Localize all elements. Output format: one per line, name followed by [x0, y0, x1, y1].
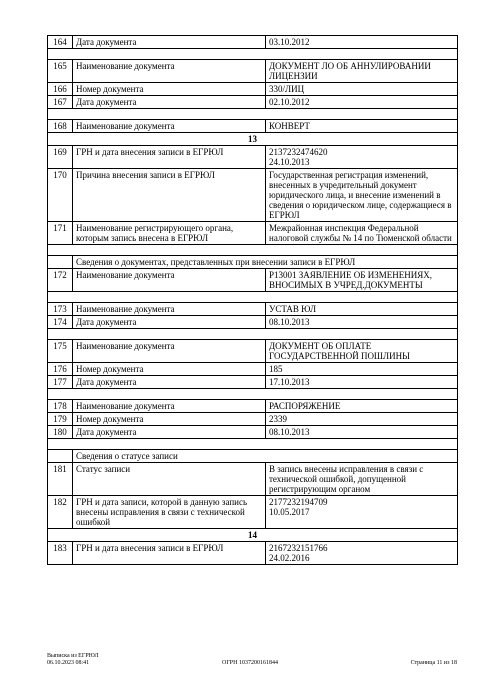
footer-extract-info [47, 653, 99, 667]
records-table [47, 35, 458, 565]
field-label: Статус записи [73, 463, 266, 496]
field-value: В запись внесены исправления в связи с технической ошибкой, допущенной регистрирующим органом [266, 463, 458, 496]
table-row [48, 83, 458, 96]
spacer-cell [48, 109, 458, 120]
subsection-header: Сведения о документах, представленных при внесении записи в ЕГРЮЛ [73, 256, 458, 269]
field-label: Наименование документа [73, 60, 266, 83]
row-number: 170 [48, 169, 73, 222]
field-label: Наименование документа [73, 120, 266, 133]
spacer-row [48, 292, 458, 303]
spacer-cell [48, 49, 458, 60]
row-number: 178 [48, 400, 73, 413]
records-table-body [48, 36, 458, 565]
table-row [48, 169, 458, 222]
field-value: ДОКУМЕНТ ЛО ОБ АННУЛИРОВАНИИ ЛИЦЕНЗИИ [266, 60, 458, 83]
row-number-cell [48, 450, 73, 463]
field-value: 185 [266, 363, 458, 376]
record-section-number: 14 [48, 529, 458, 542]
table-row [48, 363, 458, 376]
table-row [48, 36, 458, 49]
footer-page-number: Страница 11 из 18 [410, 660, 457, 666]
row-number: 166 [48, 83, 73, 96]
field-label: Номер документа [73, 363, 266, 376]
field-label: Номер документа [73, 83, 266, 96]
field-label: ГРН и дата внесения записи в ЕГРЮЛ [73, 146, 266, 169]
field-value: Межрайонная инспекция Федеральной налоговой службы № 14 по Тюменской области [266, 222, 458, 245]
spacer-row [48, 439, 458, 450]
row-number: 171 [48, 222, 73, 245]
record-section-row [48, 529, 458, 542]
row-number: 181 [48, 463, 73, 496]
field-value: 2137232474620 24.10.2013 [266, 146, 458, 169]
table-row [48, 316, 458, 329]
field-label: Наименование документа [73, 269, 266, 292]
field-label: ГРН и дата внесения записи в ЕГРЮЛ [73, 542, 266, 565]
table-row [48, 496, 458, 529]
field-label: Дата документа [73, 376, 266, 389]
field-label: Номер документа [73, 413, 266, 426]
row-number: 167 [48, 96, 73, 109]
row-number: 168 [48, 120, 73, 133]
table-row [48, 146, 458, 169]
table-row [48, 269, 458, 292]
spacer-row [48, 109, 458, 120]
record-section-row [48, 133, 458, 146]
table-row [48, 413, 458, 426]
row-number: 182 [48, 496, 73, 529]
spacer-row [48, 389, 458, 400]
field-label: Причина внесения записи в ЕГРЮЛ [73, 169, 266, 222]
field-label: Дата документа [73, 316, 266, 329]
field-value: КОНВЕРТ [266, 120, 458, 133]
table-row [48, 376, 458, 389]
field-label: Наименование документа [73, 400, 266, 413]
subsection-header-row [48, 256, 458, 269]
row-number: 176 [48, 363, 73, 376]
row-number: 179 [48, 413, 73, 426]
spacer-cell [48, 292, 458, 303]
spacer-cell [48, 329, 458, 340]
field-value: Р13001 ЗАЯВЛЕНИЕ ОБ ИЗМЕНЕНИЯХ, ВНОСИМЫХ В УЧРЕД.ДОКУМЕНТЫ [266, 269, 458, 292]
record-section-number: 13 [48, 133, 458, 146]
field-label: Наименование документа [73, 340, 266, 363]
row-number: 164 [48, 36, 73, 49]
spacer-row [48, 49, 458, 60]
table-row [48, 60, 458, 83]
field-value: 330/ЛИЦ [266, 83, 458, 96]
field-value: РАСПОРЯЖЕНИЕ [266, 400, 458, 413]
table-row [48, 222, 458, 245]
field-label: Дата документа [73, 426, 266, 439]
spacer-row [48, 245, 458, 256]
field-value: 17.10.2013 [266, 376, 458, 389]
row-number: 177 [48, 376, 73, 389]
spacer-cell [48, 439, 458, 450]
field-label: Наименование документа [73, 303, 266, 316]
table-row [48, 463, 458, 496]
egrul-extract-page [47, 35, 457, 565]
table-row [48, 120, 458, 133]
row-number: 183 [48, 542, 73, 565]
row-number: 173 [48, 303, 73, 316]
footer-extract-title: Выписка из ЕГРЮЛ [47, 653, 99, 659]
field-value: УСТАВ ЮЛ [266, 303, 458, 316]
footer-extract-datetime: 06.10.2023 08:41 [47, 660, 90, 666]
field-value: 2177232194709 10.05.2017 [266, 496, 458, 529]
table-row [48, 303, 458, 316]
field-value: 02.10.2012 [266, 96, 458, 109]
field-label: Дата документа [73, 96, 266, 109]
field-value: 08.10.2013 [266, 316, 458, 329]
table-row [48, 542, 458, 565]
subsection-header-row [48, 450, 458, 463]
field-value: 03.10.2012 [266, 36, 458, 49]
field-value: 2167232151766 24.02.2016 [266, 542, 458, 565]
footer-ogrn: ОГРН 1037200161844 [222, 660, 278, 666]
field-value: 08.10.2013 [266, 426, 458, 439]
field-label: ГРН и дата записи, которой в данную запись внесены исправления в связи с технической ошибкой [73, 496, 266, 529]
row-number-cell [48, 256, 73, 269]
field-value: Государственная регистрация изменений, внесенных в учредительный документ юридического лица, и внесение изменений в сведения о юридическом лице, содержащиеся в ЕГРЮЛ [266, 169, 458, 222]
row-number: 172 [48, 269, 73, 292]
row-number: 169 [48, 146, 73, 169]
row-number: 175 [48, 340, 73, 363]
row-number: 180 [48, 426, 73, 439]
table-row [48, 340, 458, 363]
row-number: 165 [48, 60, 73, 83]
subsection-header: Сведения о статусе записи [73, 450, 458, 463]
field-label: Наименование регистрирующего органа, которым запись внесена в ЕГРЮЛ [73, 222, 266, 245]
row-number: 174 [48, 316, 73, 329]
spacer-cell [48, 245, 458, 256]
field-value: 2339 [266, 413, 458, 426]
field-label: Дата документа [73, 36, 266, 49]
field-value: ДОКУМЕНТ ОБ ОПЛАТЕ ГОСУДАРСТВЕННОЙ ПОШЛИНЫ [266, 340, 458, 363]
spacer-row [48, 329, 458, 340]
table-row [48, 426, 458, 439]
table-row [48, 96, 458, 109]
spacer-cell [48, 389, 458, 400]
table-row [48, 400, 458, 413]
